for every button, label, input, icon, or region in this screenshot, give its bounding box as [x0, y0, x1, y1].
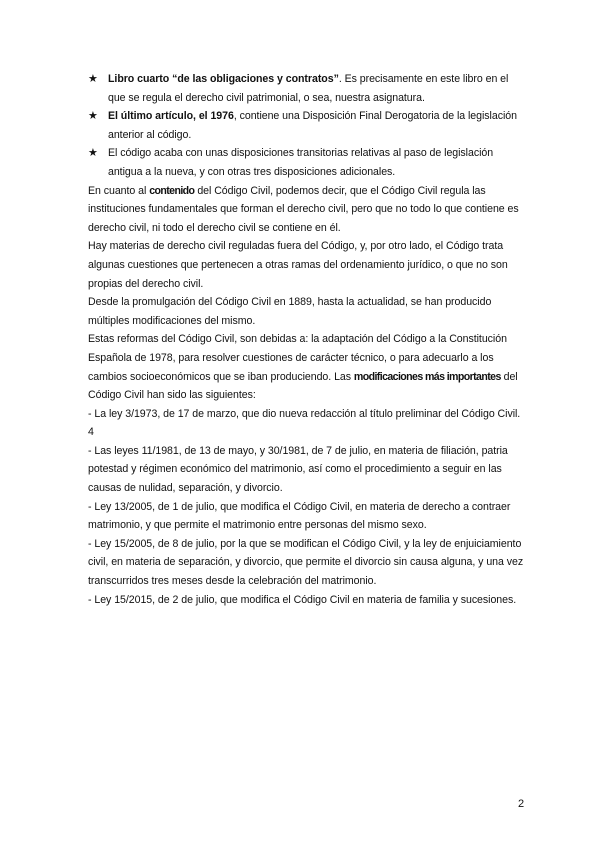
- page-number: 2: [518, 798, 525, 810]
- bullet-text: . Es precisamente en este libro en el que se regula el derecho civil patrimonial, o sea, nuestra asignatura.: [108, 73, 509, 104]
- list-item: [88, 144, 528, 181]
- list-item: [88, 107, 528, 144]
- paragraph-promulgacion: Desde la promulgación del Código Civil en 1889, hasta la actualidad, se han producido múltiples modificaciones del mismo.: [88, 296, 492, 327]
- paragraph-materias: Hay materias de derecho civil reguladas fuera del Código, y, por otro lado, el Código trata algunas cuestiones que pertenecen a otras ramas del ordenamiento jurídico, o que no son propias del derecho civil.: [88, 240, 508, 290]
- text-run: del Código Civil, podemos decir, que el Código Civil regula las instituciones fundamentales que forman el derecho civil, pero que no todo lo que contiene es derecho civil, ni todo el derecho civil se contiene en él.: [88, 184, 519, 234]
- emphasis-modificaciones: modificaciones más importantes: [353, 370, 501, 383]
- law-item-15-2015: - Ley 15/2015, de 2 de julio, que modifica el Código Civil en materia de familia y sucesiones.: [88, 593, 517, 606]
- law-item-1973: - La ley 3/1973, de 17 de marzo, que dio nueva redacción al título preliminar del Código Civil. 4: [88, 407, 521, 439]
- text-run: En cuanto al: [88, 184, 150, 197]
- bullet-bold-text: El último artículo, el 1976: [108, 110, 234, 123]
- emphasis-contenido: contenido: [149, 184, 195, 197]
- law-item-1981: - Las leyes 11/1981, de 13 de mayo, y 30/1981, de 7 de julio, en materia de filiación, patria potestad y régimen económico del matrimonio, así como el procedimiento a seguir en las causas de nulidad, separación, y divorcio.: [88, 444, 508, 495]
- bullet-bold-text: Libro cuarto “de las obligaciones y contratos”: [108, 73, 339, 85]
- page-body: [88, 70, 528, 609]
- list-item: [88, 70, 528, 107]
- bullet-text: , contiene una Disposición Final Derogatoria de la legislación anterior al código.: [108, 110, 517, 141]
- law-item-13-2005: - Ley 13/2005, de 1 de julio, que modifica el Código Civil, en materia de derecho a contraer matrimonio, y que permite el matrimonio entre personas del mismo sexo.: [88, 500, 511, 532]
- star-icon: ★: [88, 72, 98, 85]
- bullet-list: [88, 70, 528, 182]
- star-icon: ★: [88, 109, 98, 123]
- star-icon: ★: [88, 146, 98, 160]
- paragraph-reformas: [88, 330, 528, 404]
- law-item-15-2005: - Ley 15/2005, de 8 de julio, por la que se modifican el Código Civil, y la ley de enjuiciamiento civil, en materia de separación, y divorcio, que permite el divorcio sin causa alguna, y una vez transcurridos tres meses desde la celebración del matrimonio.: [88, 537, 524, 588]
- bullet-text: El código acaba con unas disposiciones transitorias relativas al paso de legislación antigua a la nueva, y con otras tres disposiciones adicionales.: [108, 147, 494, 178]
- paragraph-contenido: [88, 182, 528, 238]
- text-run: Estas reformas del Código Civil, son debidas a: la adaptación del Código a la Constitución Española de 1978, para resolver cuestiones de carácter técnico, o para adecuarlo a los cambios socioeconómicos que se iban produciendo. Las: [88, 333, 507, 383]
- text-run: del Código Civil han sido las siguientes:: [88, 370, 518, 402]
